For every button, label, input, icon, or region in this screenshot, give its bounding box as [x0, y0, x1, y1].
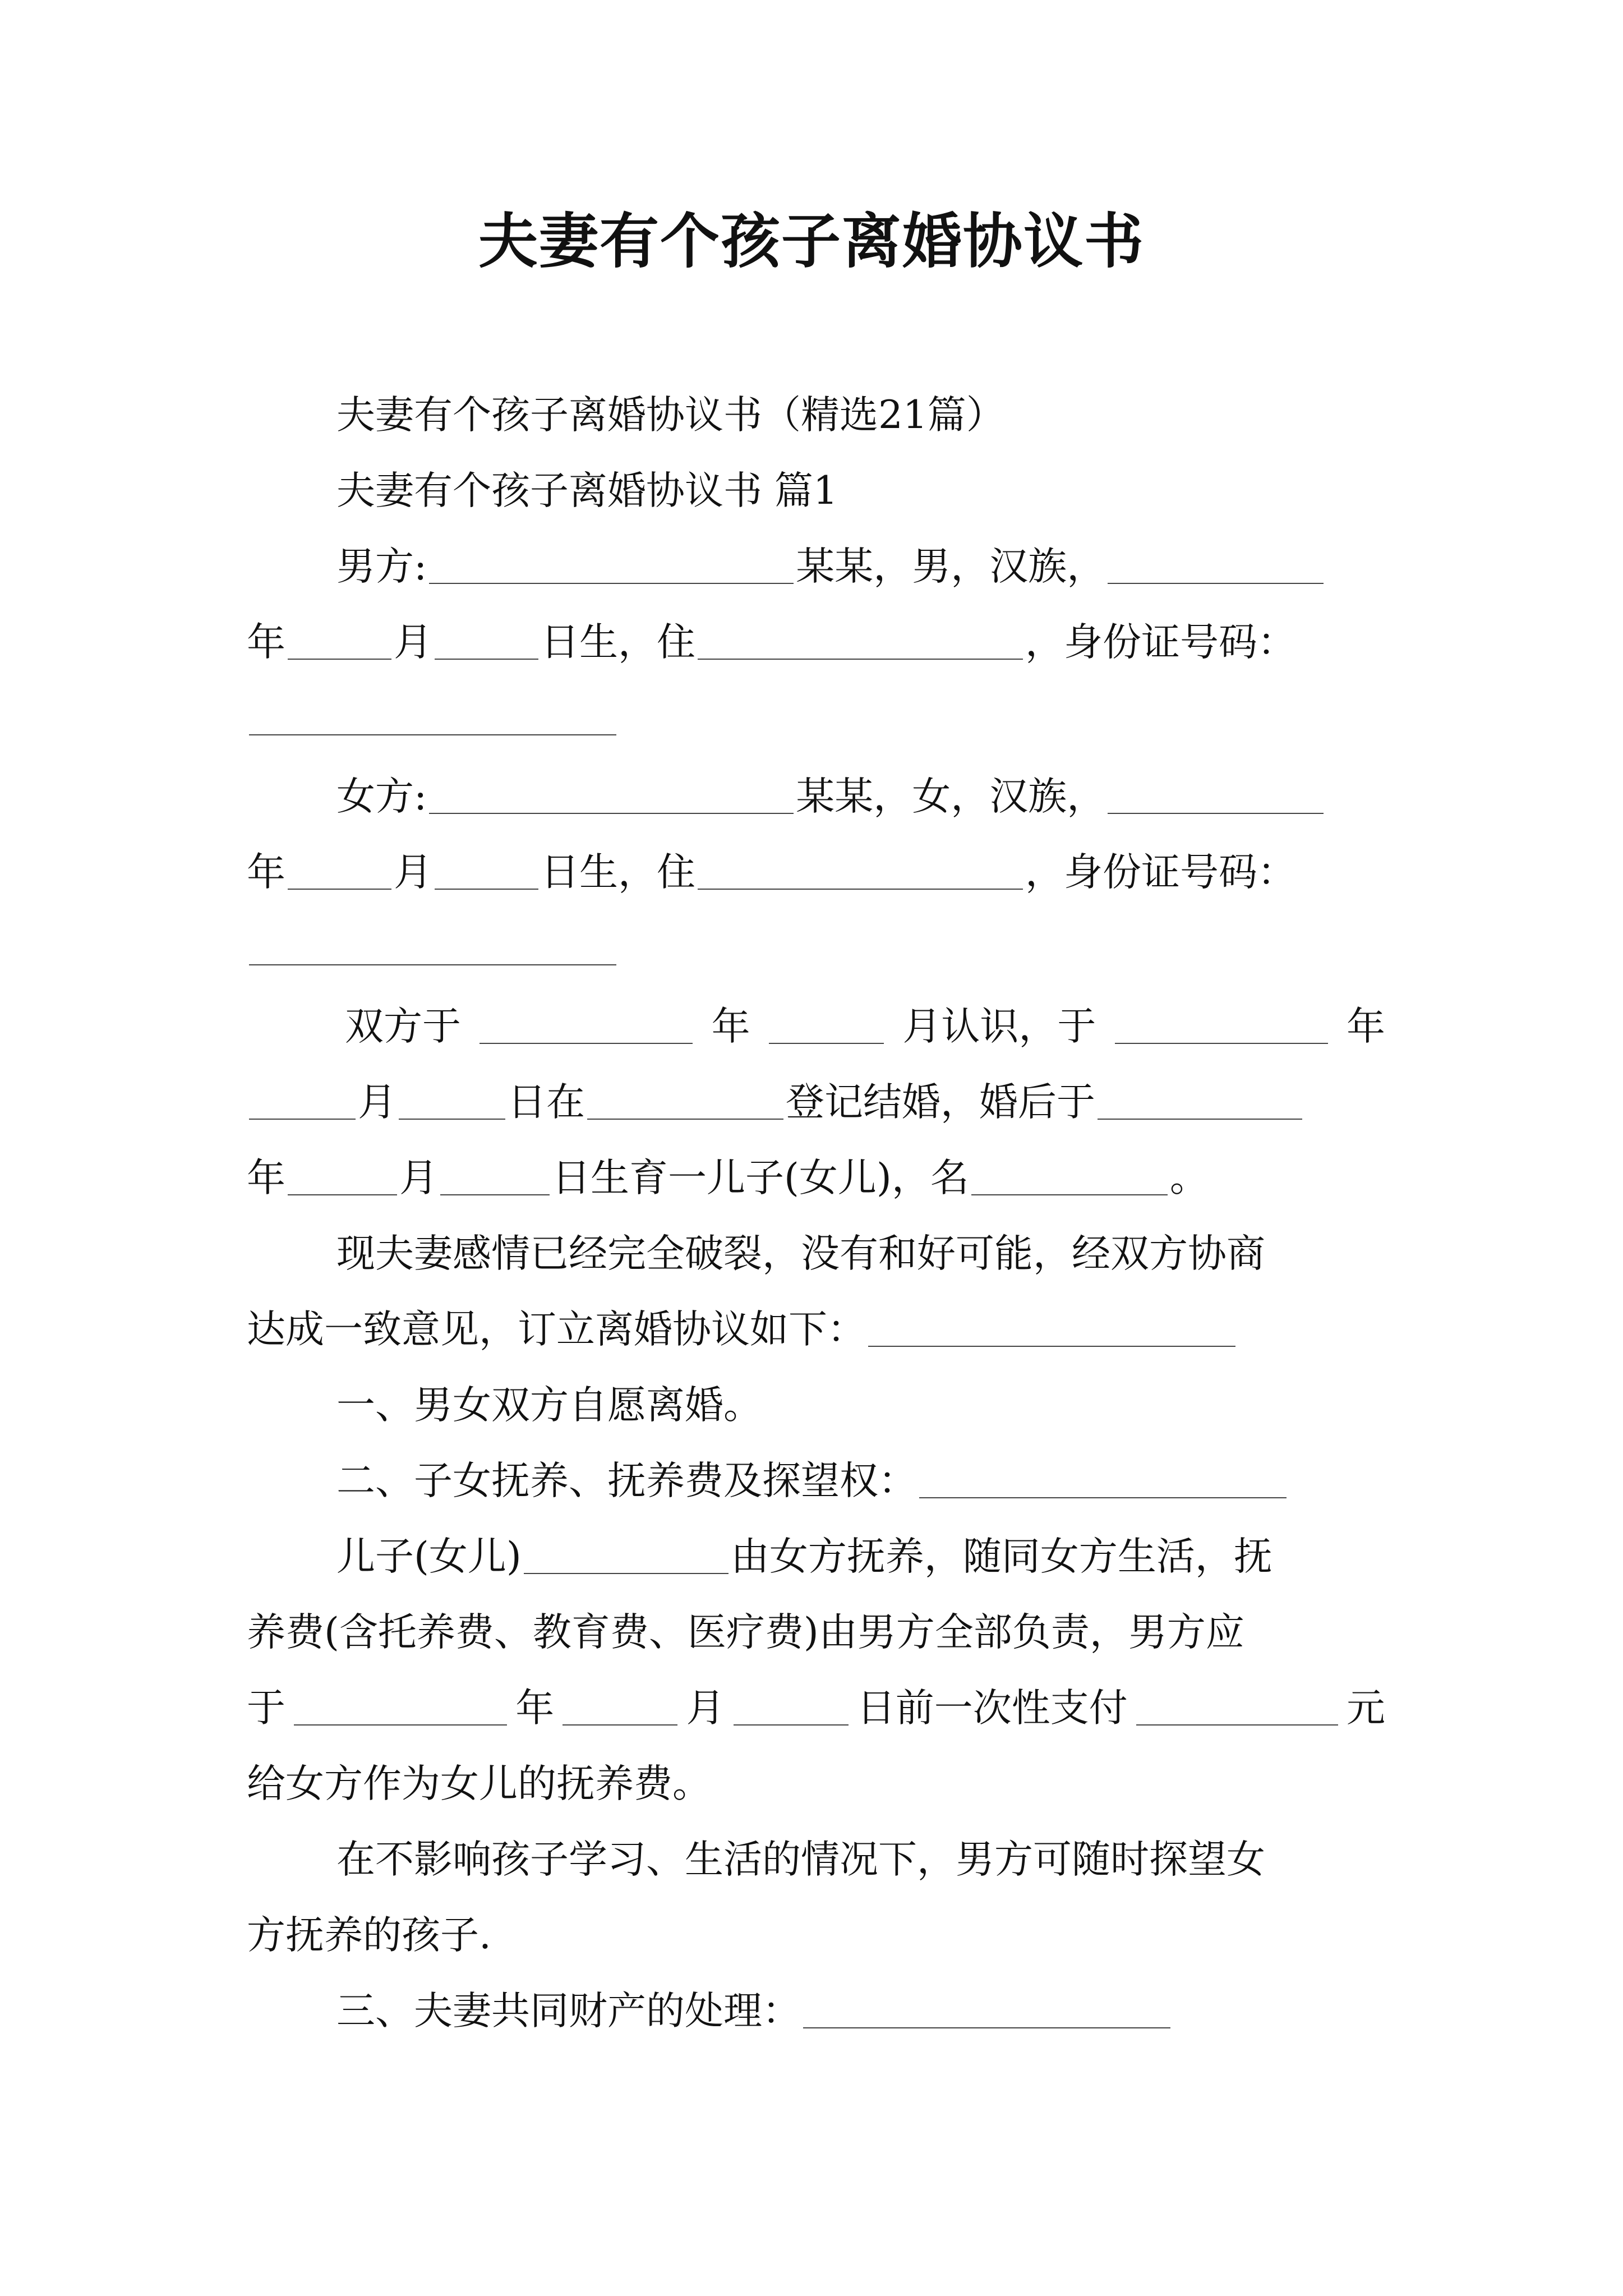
custody-text-6: 日前一次性支付 [856, 1686, 1128, 1731]
custody-text-7: 元 [1347, 1686, 1385, 1731]
custody-text-1: 儿子(女儿) [336, 1534, 522, 1579]
meet-text-1: 双方于 [345, 1004, 461, 1049]
meet-text-8: 年 [247, 1156, 285, 1200]
marry-year-blank [1115, 1009, 1328, 1044]
clause2-blank [919, 1464, 1287, 1498]
meet-text-5: 月 [358, 1080, 396, 1125]
breakdown-text-2: 达成一致意见，订立离婚协议如下： [247, 1307, 866, 1352]
husband-id-label: ，身份证号码： [1025, 620, 1296, 665]
custody-text-line2: 养费(含托养费、教育费、医疗费)由男方全部负责，男方应 [247, 1610, 1244, 1655]
husband-line-3 [247, 687, 1385, 749]
husband-name-text: 某某，男，汉族， [796, 544, 1106, 589]
meet-text-4: 年 [1346, 1004, 1385, 1049]
breakdown-blank [868, 1312, 1235, 1347]
pay-month-blank [562, 1691, 677, 1726]
meet-line-3 [247, 1147, 1385, 1209]
breakdown-line-2 [247, 1299, 1385, 1360]
meet-line-1 [247, 996, 1385, 1057]
clause3-line [247, 1980, 1385, 2042]
chapter-heading: 夫妻有个孩子离婚协议书 篇1 [336, 468, 838, 513]
wife-line-1 [247, 766, 1385, 827]
meet-text-9: 月 [399, 1156, 438, 1200]
wife-id-blank [249, 931, 616, 965]
child-name-blank [971, 1161, 1168, 1195]
clause1-line [247, 1374, 1385, 1436]
visit-text-2: 方抚养的孩子. [247, 1913, 491, 1958]
wife-id-label: ，身份证号码： [1025, 850, 1296, 895]
meet-text-11: 。 [1169, 1156, 1209, 1200]
custody-text-4: 年 [515, 1686, 555, 1731]
chapter-line [247, 460, 1385, 522]
wife-line-3 [247, 917, 1385, 979]
clause3-blank [803, 1994, 1170, 2028]
husband-month-blank [288, 625, 391, 660]
subtitle-line [247, 384, 1385, 446]
visit-line-1 [247, 1829, 1385, 1890]
custody-text-3: 于 [247, 1686, 285, 1731]
visit-line-2 [247, 1904, 1385, 1966]
meet-text-7: 登记结婚，婚后于 [786, 1080, 1095, 1125]
wife-address-blank [698, 855, 1023, 890]
child-custody-blank [524, 1539, 728, 1574]
husband-name-blank [429, 549, 794, 584]
marry-month-blank [249, 1085, 356, 1120]
husband-year-label: 年 [247, 620, 285, 665]
custody-text-2: 由女方抚养，随同女方生活，抚 [730, 1534, 1272, 1579]
meet-text-10: 日生育一儿子(女儿)，名 [552, 1156, 969, 1200]
clause-3: 三、夫妻共同财产的处理： [336, 1989, 801, 2033]
pay-year-blank [294, 1691, 507, 1726]
custody-line-4 [247, 1753, 1385, 1815]
meet-month-blank [769, 1009, 884, 1044]
meet-line-2 [247, 1071, 1385, 1133]
custody-line-3 [247, 1677, 1385, 1739]
husband-label: 男方: [336, 544, 427, 589]
husband-born-live: 日生，住 [541, 620, 695, 665]
subtitle: 夫妻有个孩子离婚协议书（精选21篇） [336, 393, 1005, 438]
husband-line-1 [247, 536, 1385, 597]
wife-birth-year-blank [1108, 779, 1324, 814]
meet-text-2: 年 [711, 1004, 750, 1049]
husband-month-label: 月 [394, 620, 432, 665]
meet-year-blank [479, 1009, 693, 1044]
pay-amount-blank [1136, 1691, 1338, 1726]
wife-line-2 [247, 841, 1385, 903]
husband-id-blank [249, 701, 616, 735]
wife-name-blank [429, 779, 794, 814]
pay-day-blank [734, 1691, 849, 1726]
wife-name-text: 某某，女，汉族， [796, 774, 1106, 819]
breakdown-line-1 [247, 1223, 1385, 1285]
marry-place-blank [587, 1085, 783, 1120]
clause2-line [247, 1450, 1385, 1512]
husband-line-2 [247, 611, 1385, 673]
breakdown-text-1: 现夫妻感情已经完全破裂，没有和好可能，经双方协商 [336, 1231, 1265, 1276]
husband-address-blank [698, 625, 1023, 660]
wife-month-blank [288, 855, 391, 890]
wife-month-label: 月 [394, 850, 432, 895]
wife-year-label: 年 [247, 850, 285, 895]
husband-birth-year-blank [1108, 549, 1324, 584]
birth-day-blank [440, 1161, 550, 1195]
meet-text-6: 日在 [508, 1080, 585, 1125]
custody-line-1 [247, 1526, 1385, 1588]
custody-line-2 [247, 1602, 1385, 1663]
wife-label: 女方: [336, 774, 427, 819]
visit-text-1: 在不影响孩子学习、生活的情况下，男方可随时探望女 [336, 1837, 1265, 1882]
birth-year-blank [1098, 1085, 1302, 1120]
meet-text-3: 月认识，于 [902, 1004, 1096, 1049]
marry-day-blank [399, 1085, 505, 1120]
clause-2: 二、子女抚养、抚养费及探望权： [336, 1458, 917, 1503]
husband-day-blank [435, 625, 538, 660]
custody-text-5: 月 [686, 1686, 725, 1731]
document-title: 夫妻有个孩子离婚协议书 [478, 206, 1145, 276]
wife-born-live: 日生，住 [541, 850, 695, 895]
custody-text-line4: 给女方作为女儿的抚养费。 [247, 1761, 711, 1806]
birth-month-blank [288, 1161, 397, 1195]
wife-day-blank [435, 855, 538, 890]
clause-1: 一、男女双方自愿离婚。 [336, 1383, 762, 1428]
